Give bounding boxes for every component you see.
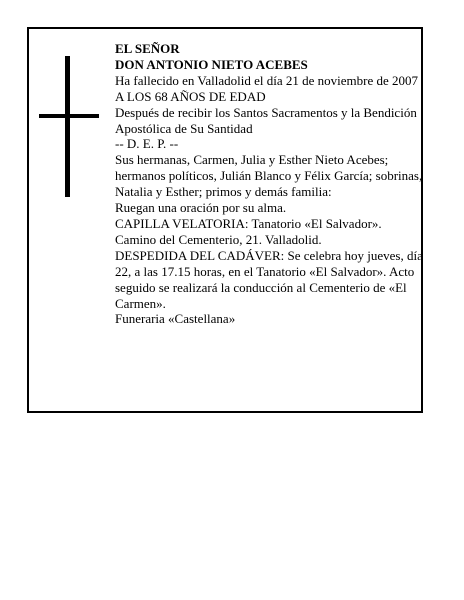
rip-line: -- D. E. P. -- [115,136,179,152]
age-line: A LOS 68 AÑOS DE EDAD [115,88,266,104]
chapel-line: CAPILLA VELATORIA: Tanatorio «El Salvador». Camino del Cementerio, 21. Valladolid. [115,215,382,247]
prayer-line: Ruegan una oración por su alma. [115,200,287,216]
funeral-home-line: Funeraria «Castellana» [115,311,236,327]
obituary-notice [27,27,423,413]
farewell-line: DESPEDIDA DEL CADÁVER: Se celebra hoy jueves, día 22, a las 17.15 horas, en el Tanatorio «El Salvador». Acto seguido se realizará la conducción al Cementerio de «El Carmen». [115,247,423,311]
obituary-text [115,41,423,327]
deceased-name: DON ANTONIO NIETO ACEBES [115,56,308,72]
cross-vertical-bar [65,56,70,197]
cross-icon [39,56,99,197]
title-line: EL SEÑOR [115,41,180,56]
death-info: Ha fallecido en Valladolid el día 21 de noviembre de 2007 [115,72,418,88]
sacraments-line: Después de recibir los Santos Sacramentos y la Bendición Apostólica de Su Santidad [115,104,417,136]
family-line: Sus hermanas, Carmen, Julia y Esther Nieto Acebes; hermanos políticos, Julián Blanco y Félix García; sobrinas, Natalia y Esther; primos y demás familia: [115,152,423,200]
cross-horizontal-bar [39,114,99,118]
